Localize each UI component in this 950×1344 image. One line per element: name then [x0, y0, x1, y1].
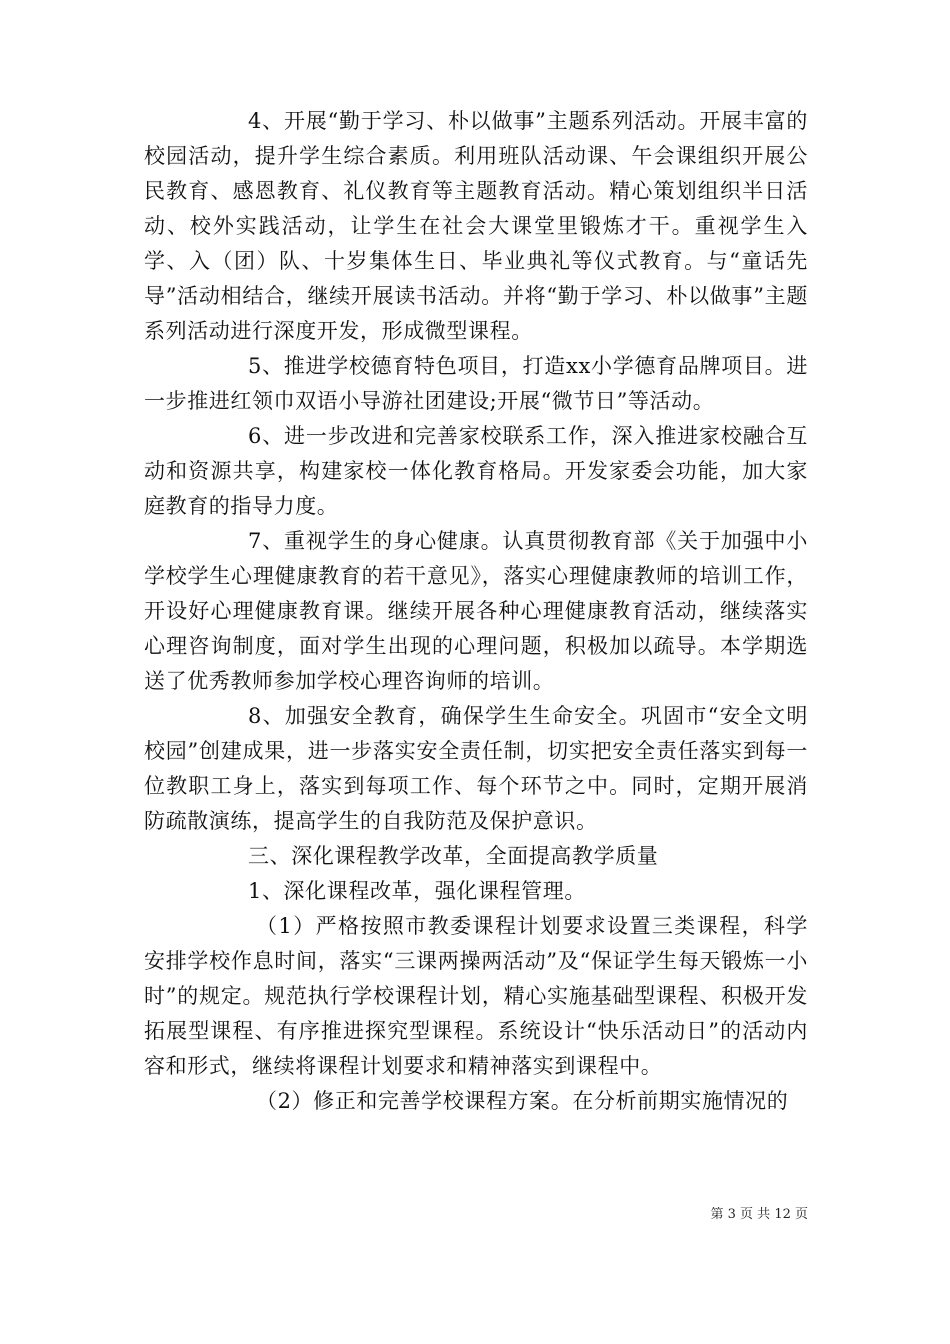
- paragraph-subitem-2: （2）修正和完善学校课程方案。在分析前期实施情况的: [256, 1089, 789, 1113]
- subsection-heading-1: 1、深化课程改革，强化课程管理。: [248, 879, 586, 903]
- paragraph-item-8: 8、加强安全教育，确保学生生命安全。巩固市“安全文明校园”创建成果，进一步落实安全责任制，切实把安全责任落实到每一位教职工身上，落实到每项工作、每个环节之中。同时，定期开展消防疏散演练，提高学生的自我防范及保护意识。: [144, 704, 808, 833]
- paragraph-item-5: 5、推进学校德育特色项目，打造xx小学德育品牌项目。进一步推进红领巾双语小导游社团建设;开展“微节日”等活动。: [144, 354, 808, 413]
- page-number-footer: 第 3 页 共 12 页: [710, 1207, 808, 1222]
- paragraph-item-6: 6、进一步改进和完善家校联系工作，深入推进家校融合互动和资源共享，构建家校一体化教育格局。开发家委会功能，加大家庭教育的指导力度。: [144, 424, 808, 518]
- paragraph-subitem-1: （1）严格按照市教委课程计划要求设置三类课程，科学安排学校作息时间，落实“三课两操两活动”及“保证学生每天锻炼一小时”的规定。规范执行学校课程计划，精心实施基础型课程、积极开发拓展型课程、有序推进探究型课程。系统设计“快乐活动日”的活动内容和形式，继续将课程计划要求和精神落实到课程中。: [144, 914, 808, 1078]
- paragraph-item-4: 4、开展“勤于学习、朴以做事”主题系列活动。开展丰富的校园活动，提升学生综合素质。利用班队活动课、午会课组织开展公民教育、感恩教育、礼仪教育等主题教育活动。精心策划组织半日活动、校外实践活动，让学生在社会大课堂里锻炼才干。重视学生入学、入（团）队、十岁集体生日、毕业典礼等仪式教育。与“童话先导”活动相结合，继续开展读书活动。并将“勤于学习、朴以做事”主题系列活动进行深度开发，形成微型课程。: [144, 109, 808, 343]
- section-heading-three: 三、深化课程教学改革，全面提高教学质量: [248, 844, 659, 868]
- paragraph-item-7: 7、重视学生的身心健康。认真贯彻教育部《关于加强中小学校学生心理健康教育的若干意见》，落实心理健康教师的培训工作，开设好心理健康教育课。继续开展各种心理健康教育活动，继续落实心理咨询制度，面对学生出现的心理问题，积极加以疏导。本学期选送了优秀教师参加学校心理咨询师的培训。: [144, 529, 808, 693]
- document-body: [144, 104, 808, 1119]
